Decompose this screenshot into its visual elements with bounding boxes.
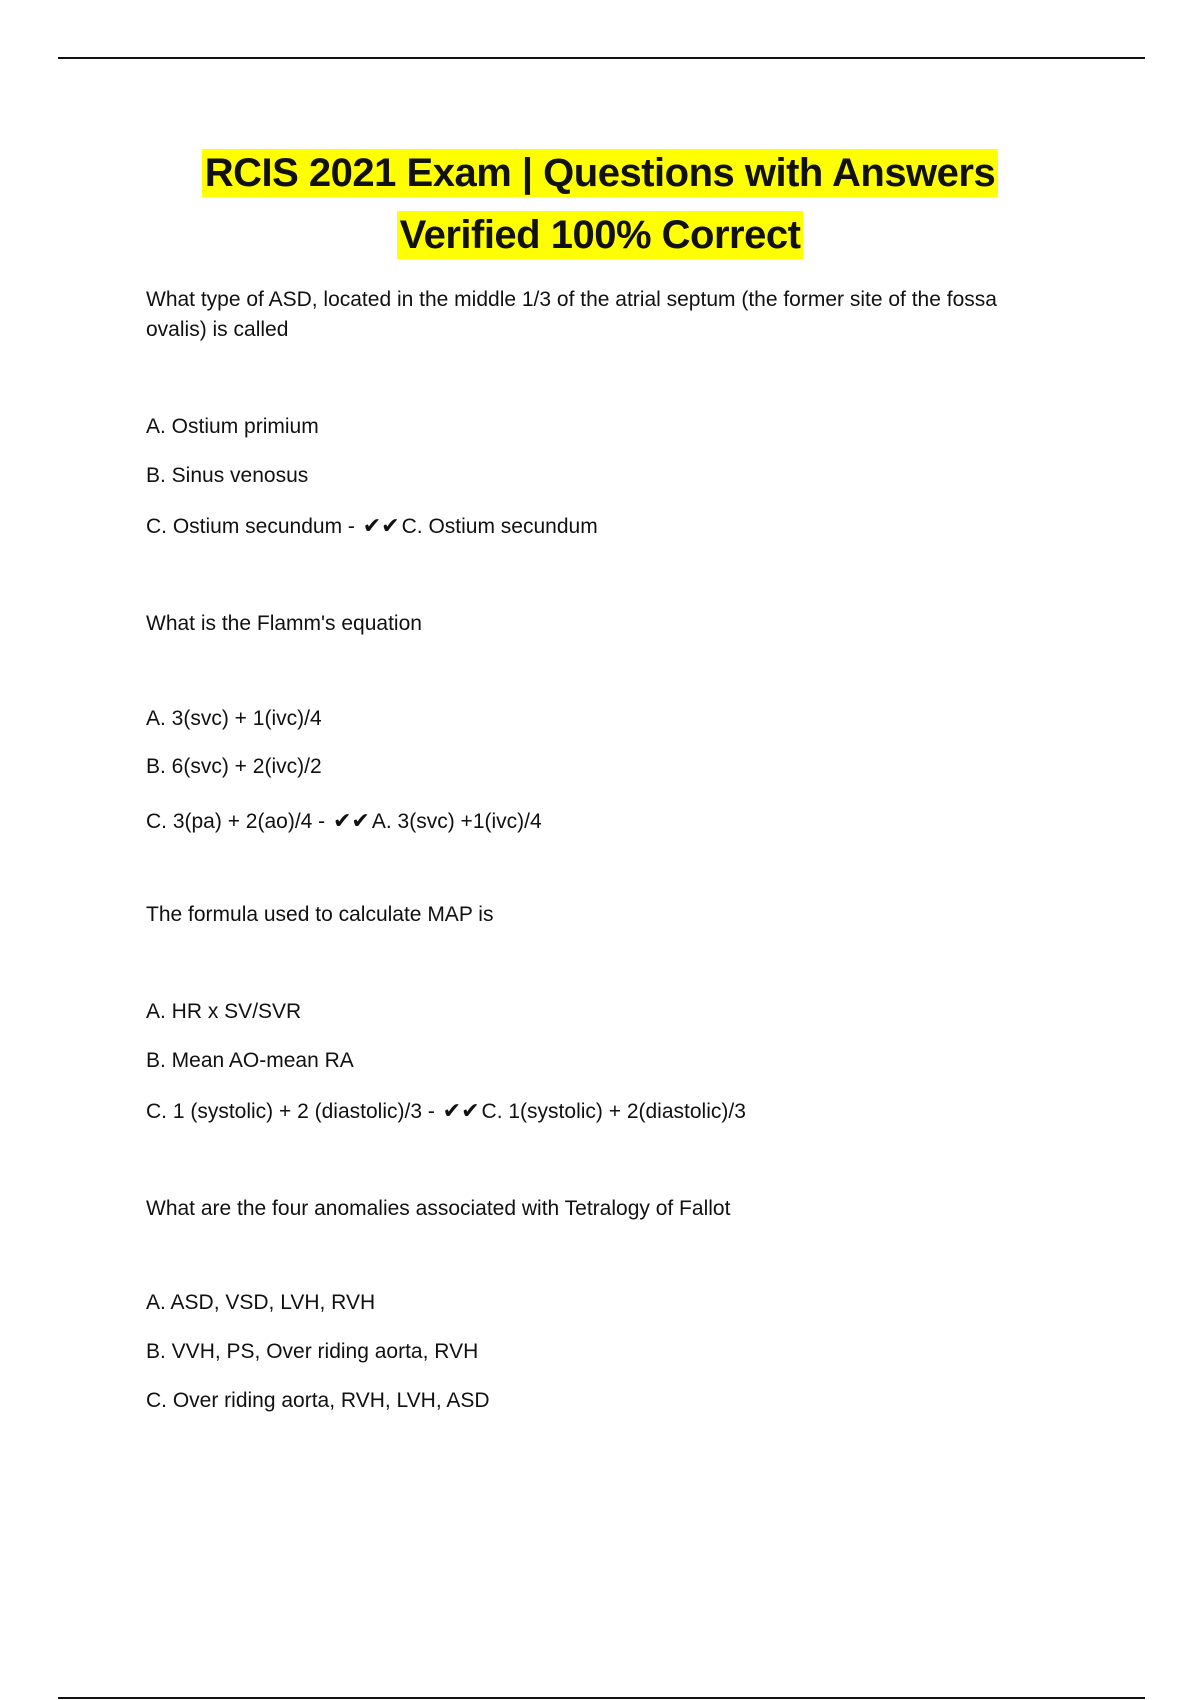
- check-icon: ✔✔: [362, 513, 400, 538]
- question-2: What is the Flamm's equation: [146, 612, 422, 635]
- q4-option-b: B. VVH, PS, Over riding aorta, RVH: [146, 1340, 479, 1363]
- check-icon: ✔✔: [442, 1098, 480, 1123]
- title-text-1: RCIS 2021 Exam | Questions with Answers: [202, 149, 998, 197]
- top-rule: [58, 57, 1145, 59]
- q3-option-c: C. 1 (systolic) + 2 (diastolic)/3 -: [146, 1100, 435, 1123]
- q2-option-b: B. 6(svc) + 2(ivc)/2: [146, 755, 322, 778]
- q1-option-a: A. Ostium primium: [146, 415, 319, 438]
- title-line-2: [0, 210, 1200, 260]
- q1-option-c-answer: [146, 511, 598, 542]
- q1-option-c: C. Ostium secundum -: [146, 515, 355, 538]
- question-1-cont: ovalis) is called: [146, 318, 289, 341]
- q4-option-a: A. ASD, VSD, LVH, RVH: [146, 1291, 376, 1314]
- q4-option-c: C. Over riding aorta, RVH, LVH, ASD: [146, 1389, 490, 1412]
- question-3: The formula used to calculate MAP is: [146, 903, 494, 926]
- title-line-1: [0, 148, 1200, 198]
- question-1: What type of ASD, located in the middle 1/3 of the atrial septum (the former site of the fossa: [146, 288, 997, 311]
- q3-option-c-answer: [146, 1096, 746, 1127]
- q2-answer: A. 3(svc) +1(ivc)/4: [371, 810, 542, 833]
- q3-option-b: B. Mean AO-mean RA: [146, 1049, 354, 1072]
- q2-option-c-answer: [146, 806, 542, 837]
- q2-option-c: C. 3(pa) + 2(ao)/4 -: [146, 810, 326, 833]
- check-icon: ✔✔: [333, 808, 370, 833]
- q1-option-b: B. Sinus venosus: [146, 464, 309, 487]
- question-4: What are the four anomalies associated with Tetralogy of Fallot: [146, 1197, 731, 1220]
- q1-answer: C. Ostium secundum: [401, 515, 598, 538]
- title-text-2: Verified 100% Correct: [397, 211, 804, 259]
- q3-answer: C. 1(systolic) + 2(diastolic)/3: [481, 1100, 746, 1123]
- q2-option-a: A. 3(svc) + 1(ivc)/4: [146, 707, 322, 730]
- bottom-rule: [58, 1697, 1145, 1699]
- q3-option-a: A. HR x SV/SVR: [146, 1000, 302, 1023]
